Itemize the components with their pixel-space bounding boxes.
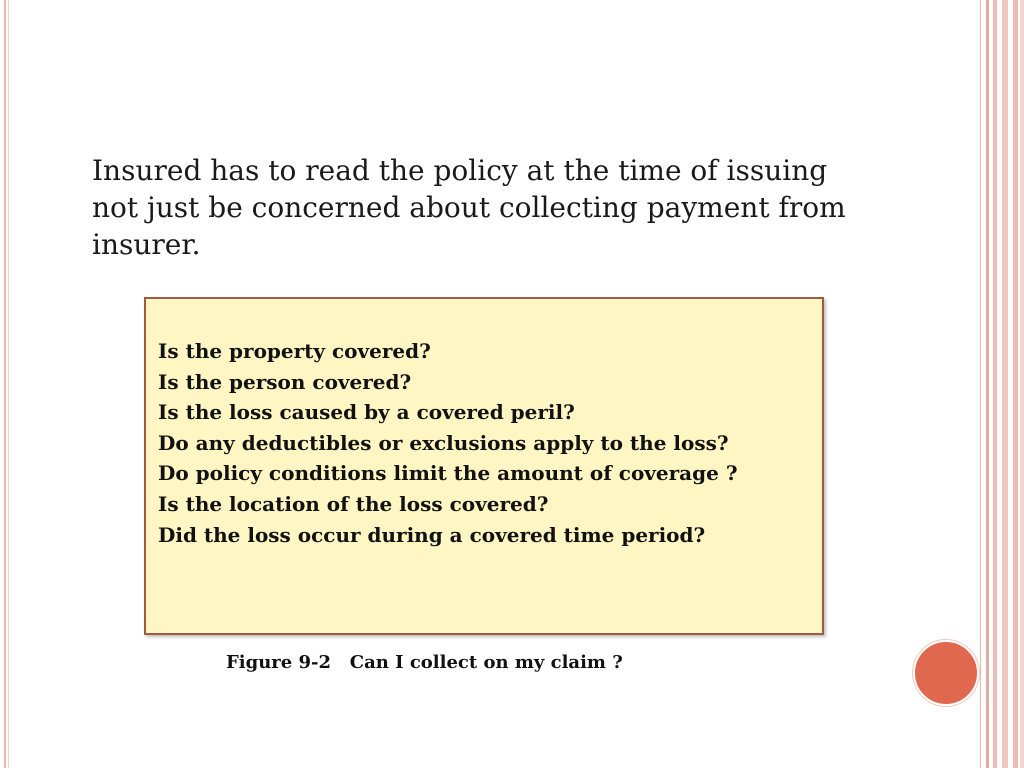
question-item: Did the loss occur during a covered time period?	[158, 522, 706, 547]
right-border-line-5	[1013, 0, 1018, 768]
right-border-line-3	[993, 0, 997, 768]
right-border-line-2	[986, 0, 989, 768]
right-border-line-6	[1020, 0, 1024, 768]
question-list	[158, 336, 798, 550]
question-item: Is the person covered?	[158, 369, 412, 394]
decorative-circle	[913, 640, 979, 706]
question-item: Do policy conditions limit the amount of coverage ?	[158, 461, 738, 486]
left-border-line	[4, 0, 6, 768]
question-item: Is the location of the loss covered?	[158, 491, 549, 516]
right-border-line-1	[980, 0, 981, 768]
question-item: Is the loss caused by a covered peril?	[158, 400, 575, 425]
left-border-line-inner	[8, 0, 9, 768]
figure-caption: Figure 9-2 Can I collect on my claim ?	[226, 652, 623, 673]
question-item: Is the property covered?	[158, 339, 431, 363]
intro-paragraph: Insured has to read the policy at the time of issuing not just be concerned about collecting payment from insurer.	[92, 154, 846, 261]
claim-questions-box	[144, 297, 824, 635]
question-item: Do any deductibles or exclusions apply to the loss?	[158, 430, 729, 455]
right-border-line-4	[1002, 0, 1008, 768]
